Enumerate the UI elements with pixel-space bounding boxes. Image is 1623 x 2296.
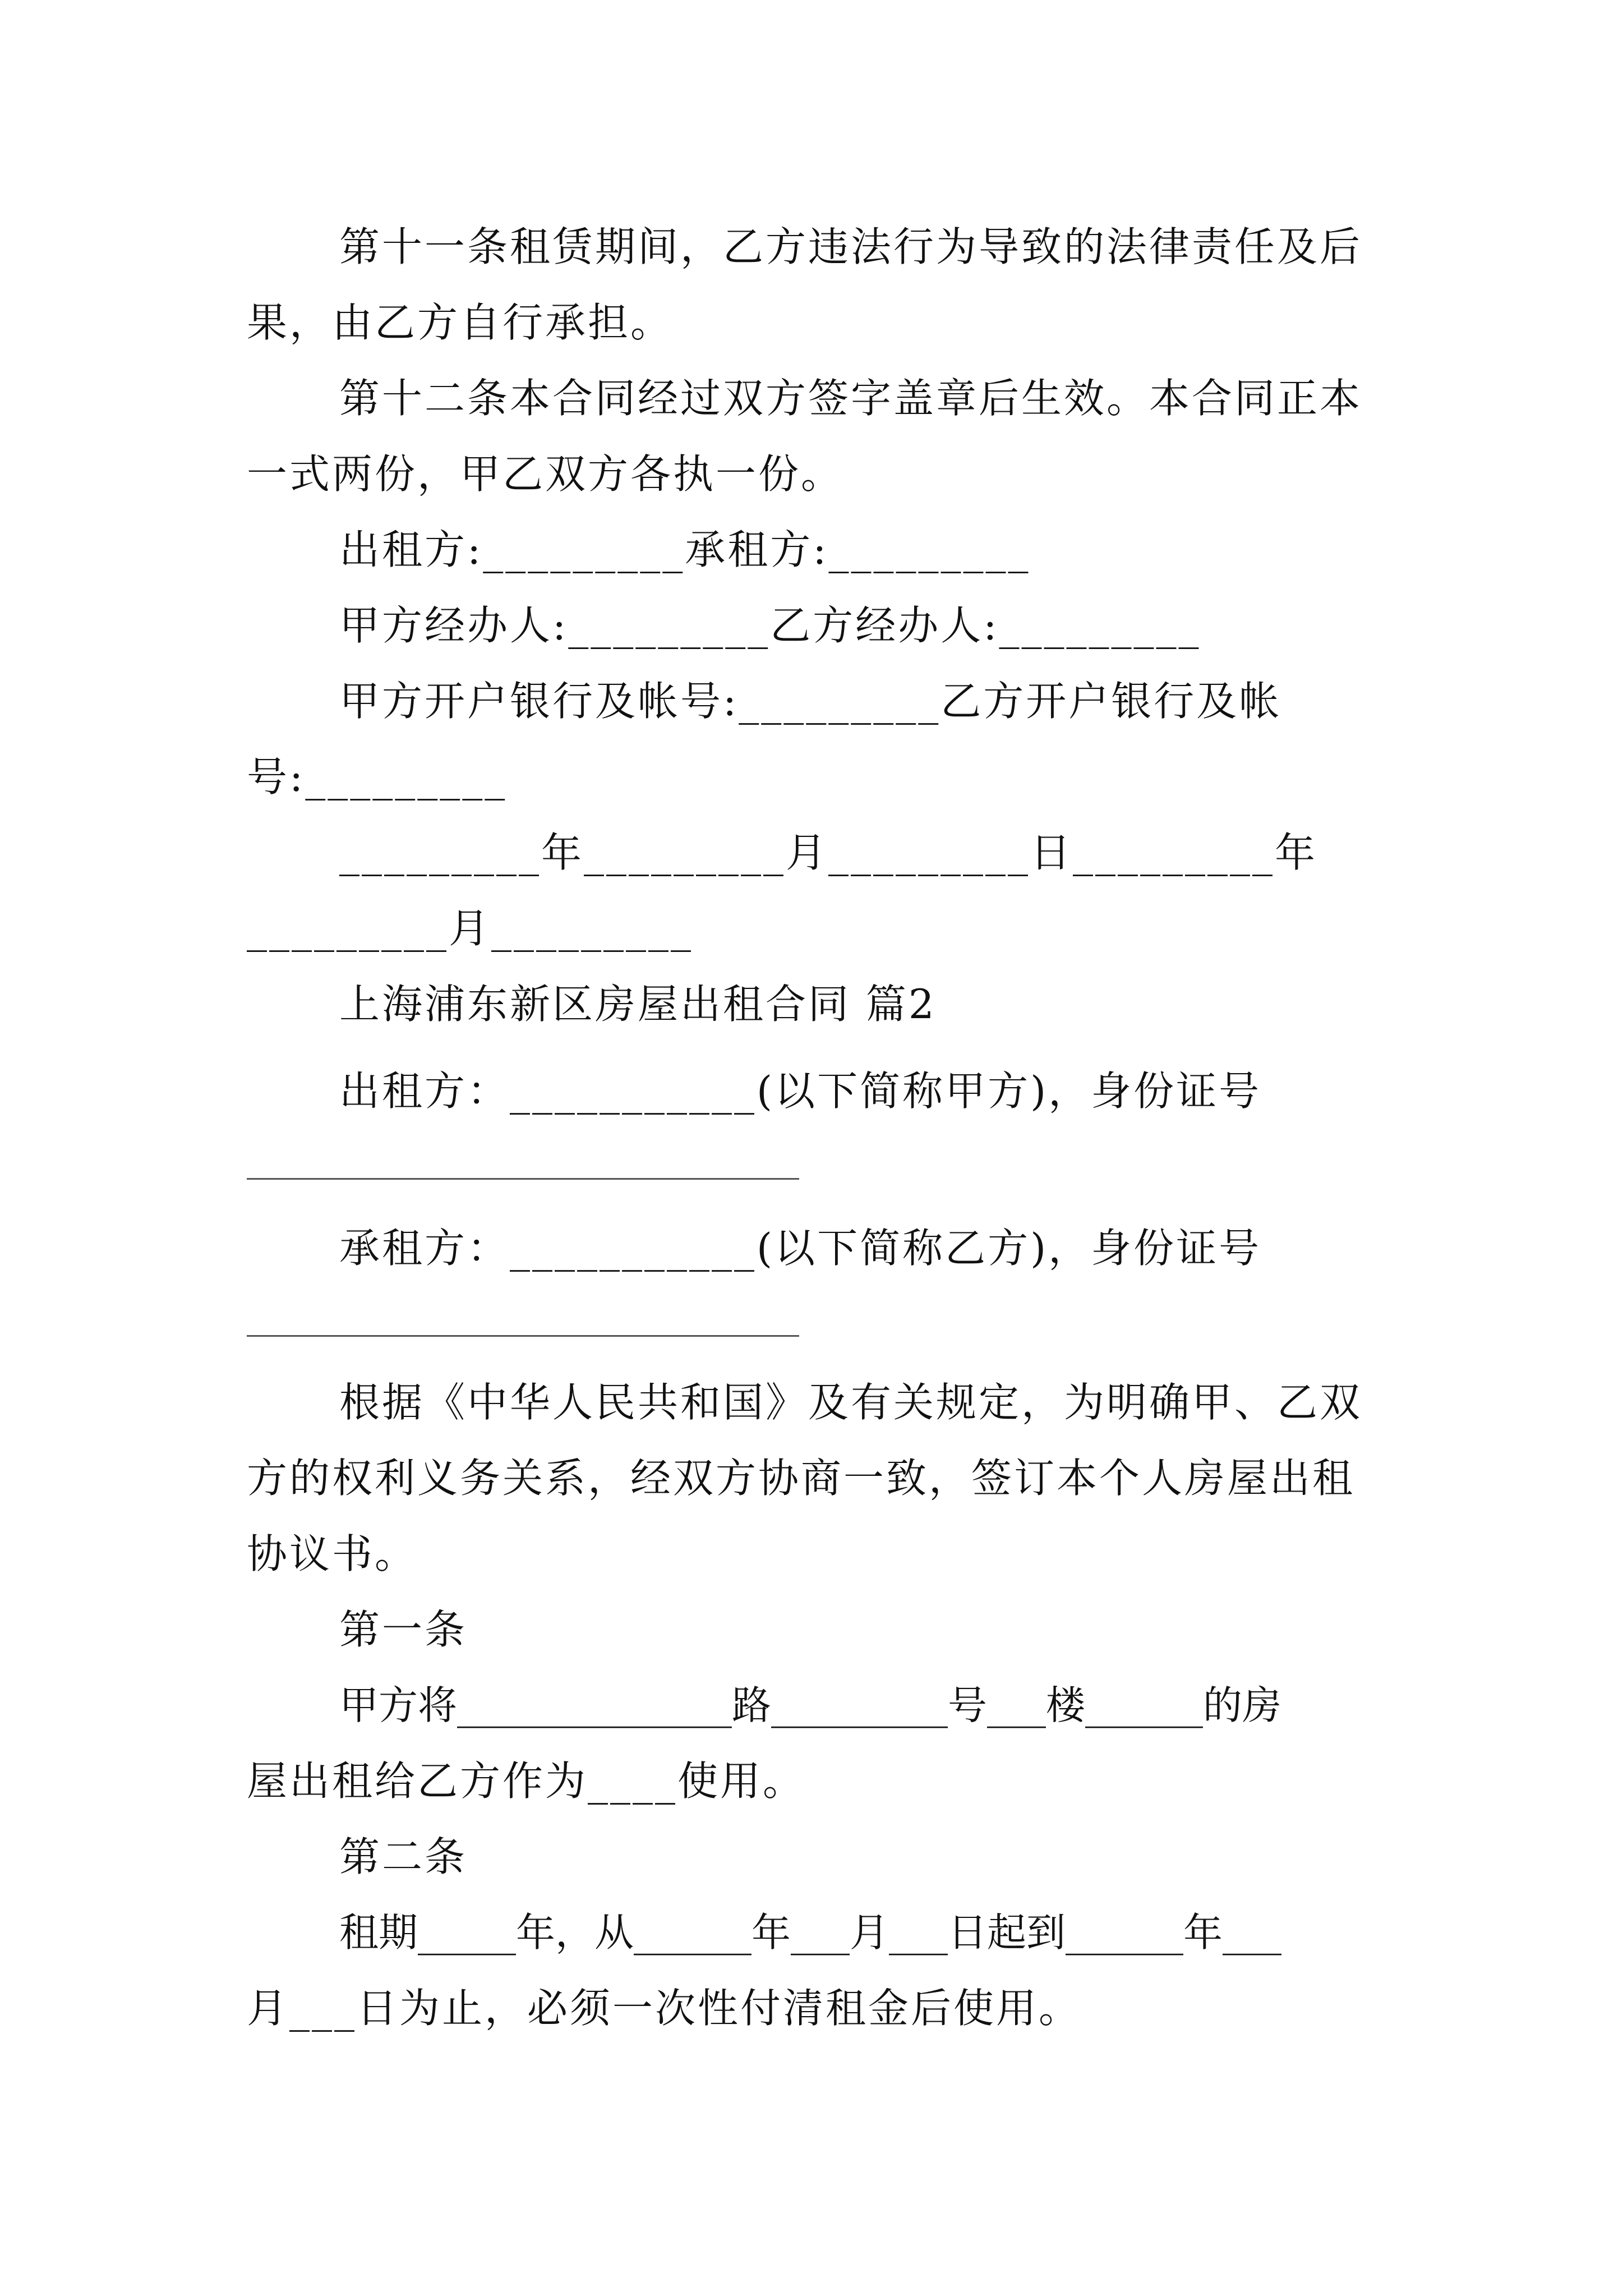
text-line: 号:_________ bbox=[247, 753, 508, 800]
article-heading: 第一条 bbox=[339, 1606, 468, 1653]
text-line: 出租方：___________(以下简称甲方)，身份证号 bbox=[339, 1068, 1262, 1115]
text-line: 承租方：___________(以下简称乙方)，身份证号 bbox=[339, 1225, 1262, 1272]
text-line: 月___日为止，必须一次性付清租金后使用。 bbox=[247, 1985, 1082, 2032]
text-line: 甲方将______________路_________号___楼______的房 bbox=[339, 1682, 1281, 1728]
text-line: 协议书。 bbox=[247, 1530, 418, 1577]
text-line: 果，由乙方自行承担。 bbox=[247, 299, 674, 346]
text-line: 甲方开户银行及帐号:_________乙方开户银行及帐 bbox=[339, 678, 1282, 725]
blank-underline bbox=[247, 1178, 799, 1180]
text-line: 甲方经办人:_________乙方经办人:_________ bbox=[339, 602, 1201, 649]
text-line: _________月_________ bbox=[247, 905, 693, 952]
text-line: 租期_____年，从______年___月___日起到______年___ bbox=[339, 1910, 1281, 1955]
text-line: 根据《中华人民共和国》及有关规定，为明确甲、乙双 bbox=[339, 1379, 1363, 1426]
article-heading: 第二条 bbox=[339, 1833, 468, 1880]
text-line: 一式两份，甲乙双方各执一份。 bbox=[247, 450, 844, 498]
blank-underline bbox=[247, 1335, 799, 1337]
text-line: 第十二条本合同经过双方签字盖章后生效。本合同正本 bbox=[339, 375, 1363, 422]
text-line: 方的权利义务关系，经双方协商一致，签订本个人房屋出租 bbox=[247, 1455, 1355, 1502]
section-heading: 上海浦东新区房屋出租合同 篇2 bbox=[339, 981, 937, 1028]
text-line: 出租方:_________承租方:_________ bbox=[339, 526, 1031, 573]
text-line: 第十一条租赁期间，乙方违法行为导致的法律责任及后 bbox=[339, 223, 1363, 270]
text-line: 屋出租给乙方作为____使用。 bbox=[247, 1757, 806, 1805]
text-line: _________年_________月_________日_________年 bbox=[339, 829, 1317, 876]
